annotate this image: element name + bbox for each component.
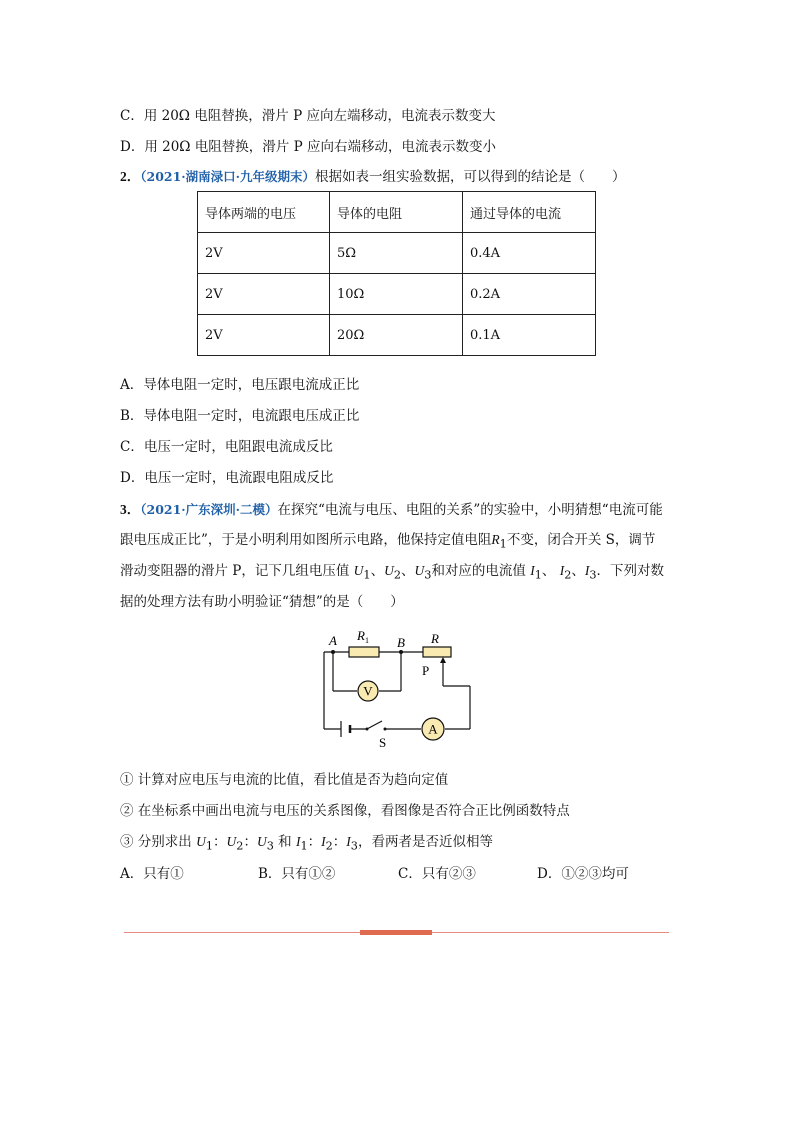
p-label: P xyxy=(422,663,430,678)
variable-u: U xyxy=(353,563,364,578)
ammeter-label: A xyxy=(428,721,438,737)
q3-option-c: C．只有②③ xyxy=(398,866,476,882)
table-header-cell: 通过导体的电流 xyxy=(463,192,596,233)
table-header-row xyxy=(198,192,596,233)
text-segment: 不变，闭合开关 S，调节 xyxy=(506,532,656,548)
table-cell: 20Ω xyxy=(330,315,463,356)
table-header-cell: 导体的电阻 xyxy=(330,192,463,233)
r-label: R xyxy=(431,631,439,646)
q3-option-a: A．只有① xyxy=(120,866,184,882)
text-segment: ．下列对数 xyxy=(596,563,665,579)
q2-option-a: A．导体电阻一定时，电压跟电流成正比 xyxy=(120,377,360,393)
table-cell: 2V xyxy=(198,274,330,315)
table-header-cell: 导体两端的电压 xyxy=(198,192,330,233)
question-number: 3． xyxy=(120,502,141,517)
question-3-stem-line2 xyxy=(120,528,655,551)
table-cell: 0.1A xyxy=(463,315,596,356)
footer-accent-bar xyxy=(360,930,432,935)
table-row xyxy=(198,315,596,356)
question-2-stem xyxy=(120,165,626,185)
circled-number-1: ① xyxy=(120,772,134,788)
table-cell: 10Ω xyxy=(330,274,463,315)
question-text: 根据如表一组实验数据，可以得到的结论是（ ） xyxy=(315,169,626,185)
q2-option-b: B．导体电阻一定时，电流跟电压成正比 xyxy=(120,408,360,424)
circuit-diagram xyxy=(315,628,480,753)
rheostat-r xyxy=(423,647,451,657)
circled-number-2: ② xyxy=(120,803,134,819)
text-segment: 跟电压成正比”，于是小明利用如图所示电路，他保持定值电阻 xyxy=(120,532,492,548)
table-cell: 0.2A xyxy=(463,274,596,315)
question-source: （2021·广东深圳·二模） xyxy=(140,502,278,517)
r1-label: $R_1$ xyxy=(357,628,369,645)
method-text: 分别求出 xyxy=(137,834,192,850)
resistor-r1 xyxy=(349,647,379,657)
prev-option-c: C．用 20Ω 电阻替换，滑片 P 应向左端移动，电流表示数变大 xyxy=(120,108,496,124)
question-source: （2021·湖南渌口·九年级期末） xyxy=(140,169,315,184)
table-cell: 5Ω xyxy=(330,233,463,274)
q3-option-d: D．①②③均可 xyxy=(537,866,629,882)
question-number: 2． xyxy=(120,169,141,184)
node-a-label: A xyxy=(329,633,337,648)
node-b-label: B xyxy=(397,635,405,650)
method-text: 在坐标系中画出电流与电压的关系图像，看图像是否符合正比例函数特点 xyxy=(137,803,570,819)
slider-arrow xyxy=(440,657,446,663)
table-row xyxy=(198,274,596,315)
data-table xyxy=(197,191,596,356)
method-text: 和 xyxy=(278,834,292,850)
circled-number-3: ③ xyxy=(120,834,134,850)
subscript: 1 xyxy=(499,537,507,551)
table-cell: 2V xyxy=(198,233,330,274)
question-3-stem-line3: 滑动变阻器的滑片 P，记下几组电压值 $U_1$、$U_2$、$U_3$和对应的电流值 $I_1$、 $I_2$、$I_3$．下列对数 xyxy=(120,563,665,582)
variable-r: R xyxy=(491,532,500,547)
text-segment: 和对应的电流值 xyxy=(431,563,526,579)
table-cell: 0.4A xyxy=(463,233,596,274)
s-label: S xyxy=(379,735,387,750)
method-3: ③ 分别求出 $U_1$：$U_2$：$U_3$ 和 $I_1$：$I_2$：$I_3$，看两者是否近似相等 xyxy=(120,834,493,853)
prev-option-d: D．用 20Ω 电阻替换，滑片 P 应向右端移动，电流表示数变小 xyxy=(120,139,496,155)
table-cell: 2V xyxy=(198,315,330,356)
variable-i: I xyxy=(530,563,535,578)
voltmeter-label: V xyxy=(363,683,373,699)
q2-option-d: D．电压一定时，电流跟电阻成反比 xyxy=(120,470,334,486)
question-3-stem-line1 xyxy=(120,498,663,518)
method-text: ，看两者是否近似相等 xyxy=(357,834,493,850)
method-1 xyxy=(120,768,448,788)
method-text: 计算对应电压与电流的比值，看比值是否为趋向定值 xyxy=(137,772,449,788)
table-row xyxy=(198,233,596,274)
method-2 xyxy=(120,799,570,819)
text-segment: 滑动变阻器的滑片 P，记下几组电压值 xyxy=(120,563,350,579)
question-text: 在探究“电流与电压、电阻的关系”的实验中，小明猜想“电流可能 xyxy=(277,502,663,518)
q2-option-c: C．电压一定时，电阻跟电流成反比 xyxy=(120,439,333,455)
question-3-stem-line4: 据的处理方法有助小明验证“猜想”的是（ ） xyxy=(120,594,404,610)
q3-option-b: B．只有①② xyxy=(258,866,336,882)
